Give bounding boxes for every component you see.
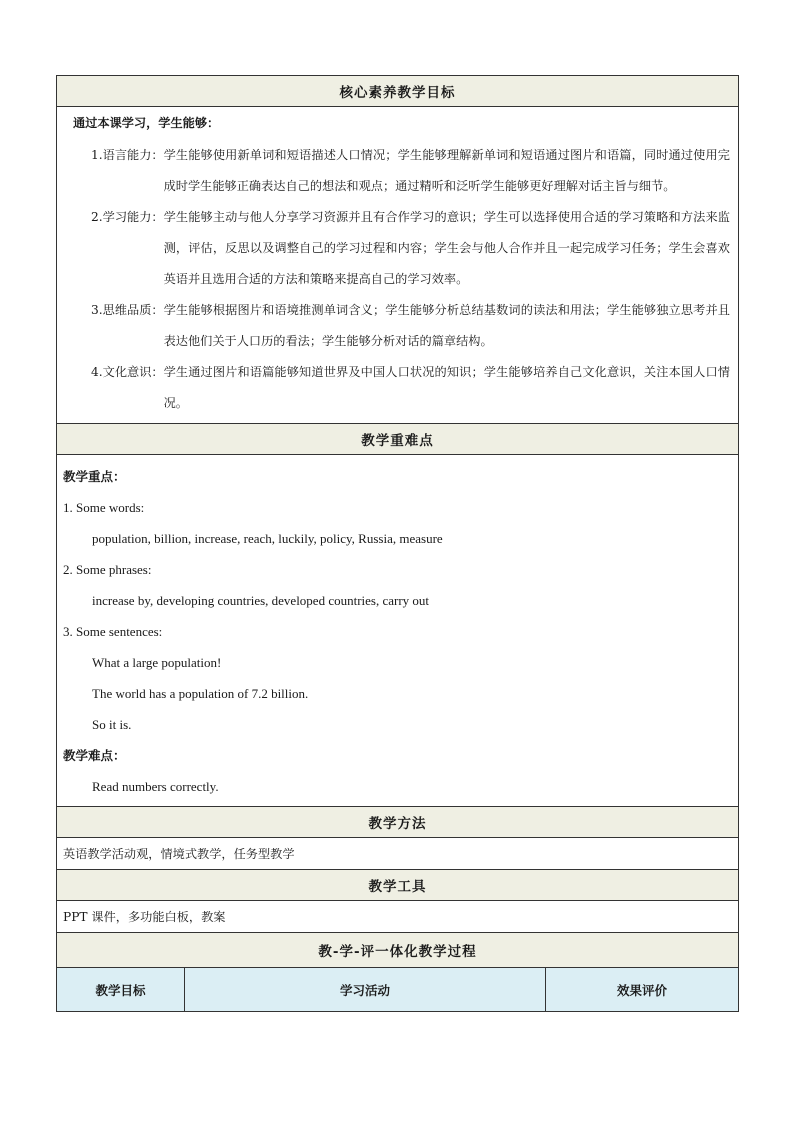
process-section-header: 教-学-评一体化教学过程 — [57, 933, 739, 968]
objective-label: 1.语言能力： — [91, 148, 164, 162]
phrases-list: increase by, developing countries, developed countries, carry out — [92, 593, 430, 608]
objective-text: 学生能够主动与他人分享学习资源并且有合作学习的意识；学生可以选择使用合适的学习策略和方法来监测，评估，反思以及调整自己的学习过程和内容；学生会与他人合作并且一起完成学习任务；学生会喜欢英语并且选用合适的方法和策略来提高自己的学习效率。 — [163, 210, 730, 286]
column-header-evaluation: 效果评价 — [546, 968, 739, 1012]
column-header-objectives: 教学目标 — [57, 968, 185, 1012]
objective-item — [91, 357, 730, 419]
key-points-content — [57, 455, 739, 807]
focus-label: 教学重点： — [63, 469, 126, 484]
objectives-content — [57, 107, 739, 424]
words-heading: 1. Some words: — [63, 500, 145, 515]
objective-item — [91, 202, 730, 295]
difficulty-text: Read numbers correctly. — [92, 779, 219, 794]
column-header-activities: 学习活动 — [185, 968, 546, 1012]
lesson-plan-table — [56, 75, 739, 1012]
objective-text: 学生能够使用新单词和短语描述人口情况；学生能够理解新单词和短语通过图片和语篇，同时通过使用完成时学生能够正确表达自己的想法和观点；通过精听和泛听学生能够更好理解对话主旨与细节。 — [163, 148, 730, 193]
methods-section-header: 教学方法 — [57, 807, 739, 838]
tools-section-header: 教学工具 — [57, 870, 739, 901]
sentences-heading: 3. Some sentences: — [63, 624, 163, 639]
words-list: population, billion, increase, reach, luckily, policy, Russia, measure — [92, 531, 443, 546]
methods-content: 英语教学活动观，情境式教学，任务型教学 — [57, 838, 739, 870]
sentence-item: So it is. — [92, 717, 132, 732]
objective-text: 学生能够根据图片和语境推测单词含义；学生能够分析总结基数词的读法和用法；学生能够独立思考并且表达他们关于人口历的看法；学生能够分析对话的篇章结构。 — [163, 303, 730, 348]
objective-item — [91, 295, 730, 357]
difficulty-label: 教学难点： — [63, 748, 126, 763]
objective-label: 4.文化意识： — [91, 365, 164, 379]
tools-content: PPT 课件，多功能白板，教案 — [57, 901, 739, 933]
sentence-item: The world has a population of 7.2 billion. — [92, 686, 309, 701]
sentence-item: What a large population! — [92, 655, 222, 670]
objective-label: 2.学习能力： — [91, 210, 164, 224]
key-points-section-header: 教学重难点 — [57, 424, 739, 455]
phrases-heading: 2. Some phrases: — [63, 562, 152, 577]
objectives-intro: 通过本课学习，学生能够： — [73, 116, 220, 130]
objectives-section-header: 核心素养教学目标 — [57, 76, 739, 107]
lesson-plan-document — [56, 75, 738, 1012]
objective-text: 学生通过图片和语篇能够知道世界及中国人口状况的知识；学生能够培养自己文化意识，关注本国人口情况。 — [163, 365, 730, 410]
objective-label: 3.思维品质： — [91, 303, 164, 317]
objective-item — [91, 140, 730, 202]
